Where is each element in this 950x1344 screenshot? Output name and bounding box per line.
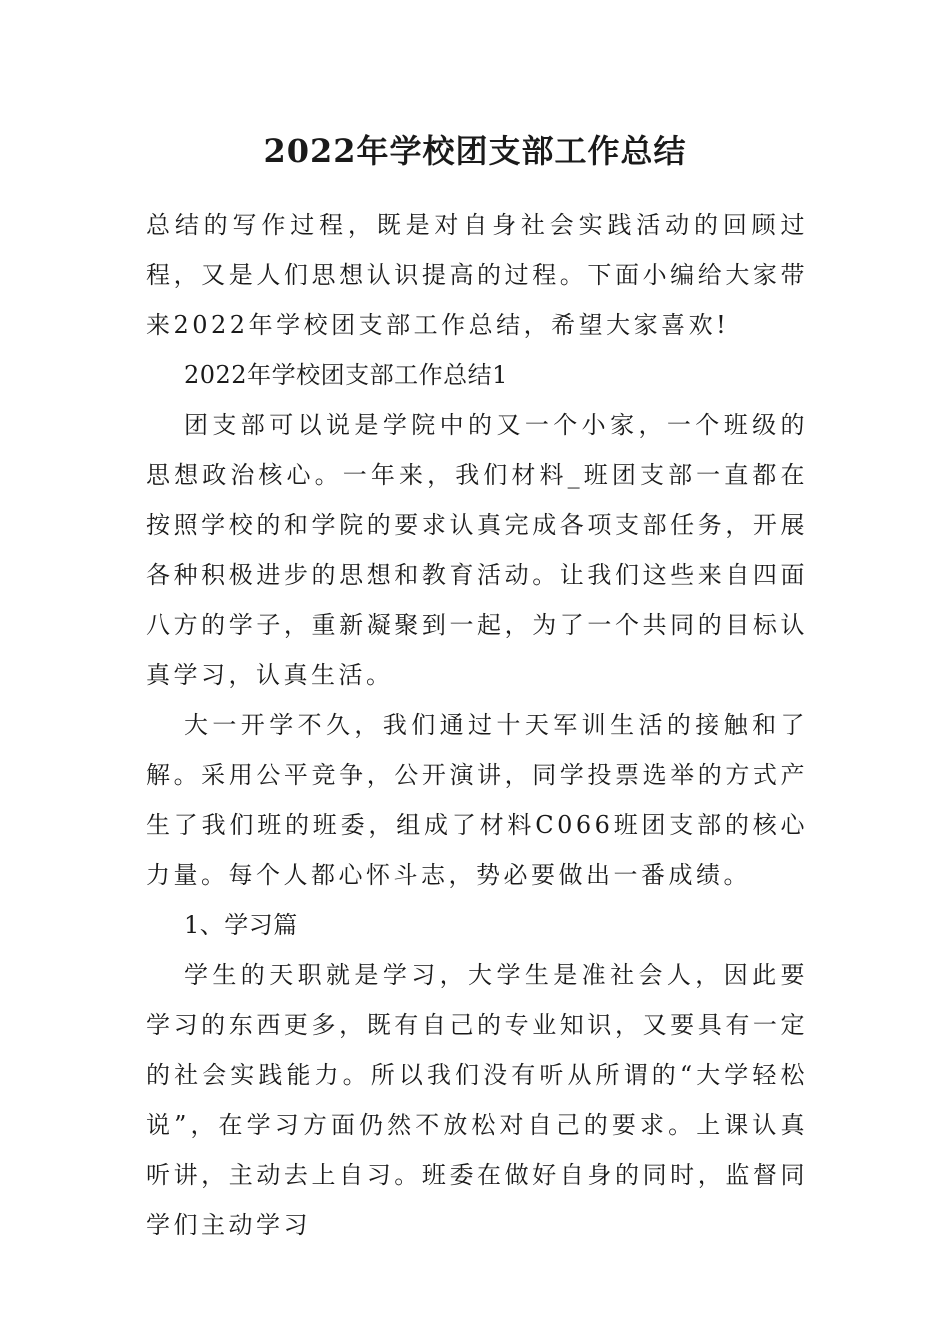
document-body	[146, 200, 808, 1250]
body-paragraph-2: 大一开学不久，我们通过十天军训生活的接触和了解。采用公平竞争，公开演讲，同学投票选举的方式产生了我们班的班委，组成了材料C066班团支部的核心力量。每个人都心怀斗志，势必要做出一番成绩。	[146, 711, 808, 889]
subsection-heading-study: 1、学习篇	[184, 911, 298, 939]
document-title: 2022年学校团支部工作总结	[263, 132, 687, 170]
section-heading-1: 2022年学校团支部工作总结1	[184, 361, 508, 389]
body-paragraph-3: 学生的天职就是学习，大学生是准社会人，因此要学习的东西更多，既有自己的专业知识，又要具有一定的社会实践能力。所以我们没有听从所谓的“大学轻松说”，在学习方面仍然不放松对自己的要求。上课认真听讲，主动去上自习。班委在做好自身的同时，监督同学们主动学习	[146, 961, 808, 1239]
body-paragraph-1: 团支部可以说是学院中的又一个小家，一个班级的思想政治核心。一年来，我们材料_班团支部一直都在按照学校的和学院的要求认真完成各项支部任务，开展各种积极进步的思想和教育活动。让我们这些来自四面八方的学子，重新凝聚到一起，为了一个共同的目标认真学习，认真生活。	[146, 411, 808, 689]
intro-paragraph: 总结的写作过程，既是对自身社会实践活动的回顾过程，又是人们思想认识提高的过程。下面小编给大家带来2022年学校团支部工作总结，希望大家喜欢!	[146, 211, 808, 339]
